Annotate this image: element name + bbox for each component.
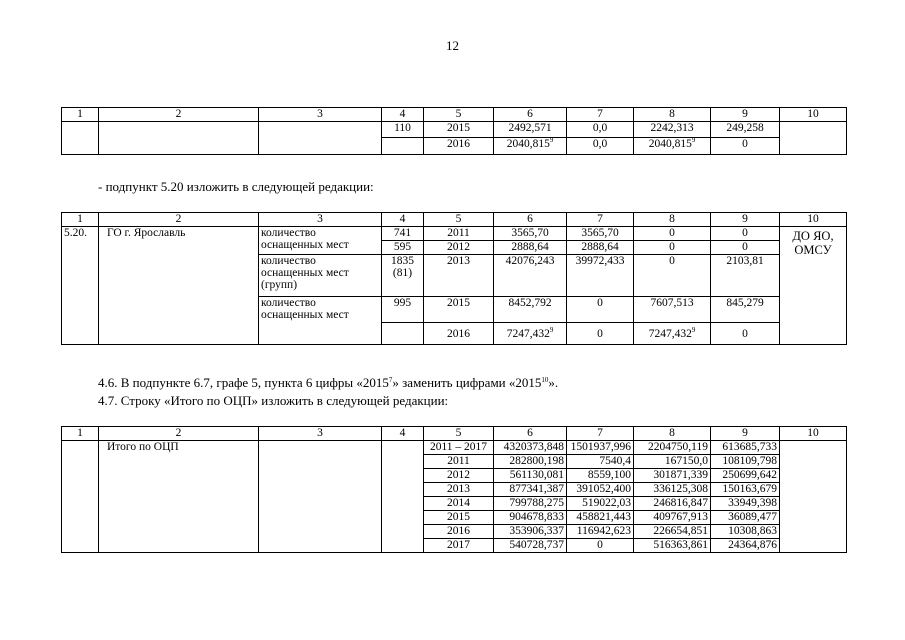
cell: 613685,733 — [711, 441, 780, 455]
col-header: 8 — [634, 427, 711, 441]
col-header: 10 — [780, 213, 847, 227]
cell: 0 — [711, 323, 780, 345]
cell: 540728,737 — [494, 539, 567, 553]
col-header: 1 — [62, 213, 99, 227]
cell: 516363,861 — [634, 539, 711, 553]
cell: 167150,0 — [634, 455, 711, 469]
cell: 2040,815 — [648, 138, 692, 150]
cell: 150163,679 — [711, 483, 780, 497]
col-header: 8 — [634, 108, 711, 122]
cell: 2017 — [424, 539, 494, 553]
cell: 353906,337 — [494, 525, 567, 539]
cell: 409767,913 — [634, 511, 711, 525]
table-row — [62, 122, 847, 138]
cell: 116942,623 — [567, 525, 634, 539]
col-header: 9 — [711, 427, 780, 441]
cell: 799788,275 — [494, 497, 567, 511]
cell: 7540,4 — [567, 455, 634, 469]
cell: 7247,432 — [506, 327, 550, 340]
cell: 595 — [382, 241, 424, 255]
cell: 0 — [634, 255, 711, 297]
cell: 4320373,848 — [494, 441, 567, 455]
cell: 458821,443 — [567, 511, 634, 525]
cell: 391052,400 — [567, 483, 634, 497]
table-row — [62, 227, 847, 241]
col-header: 5 — [424, 108, 494, 122]
item-name: ГО г. Ярославль — [99, 227, 259, 345]
col-header: 9 — [711, 213, 780, 227]
item-number: 5.20. — [62, 227, 99, 345]
cell: 2016 — [424, 525, 494, 539]
cell: 33949,398 — [711, 497, 780, 511]
paragraph-subpoint-5-20: - подпункт 5.20 изложить в следующей редакции: — [98, 179, 374, 194]
cell: 246816,847 — [634, 497, 711, 511]
footnote-mark: 7 — [388, 376, 393, 384]
cell: 8452,792 — [494, 297, 567, 323]
cell: 0,0 — [567, 122, 634, 138]
col-header: 5 — [424, 427, 494, 441]
cell: 249,258 — [711, 122, 780, 138]
cell: количество оснащенных мест — [259, 297, 382, 345]
cell: 3565,70 — [494, 227, 567, 241]
col-header: 7 — [567, 213, 634, 227]
col-header: 8 — [634, 213, 711, 227]
cell: 110 — [382, 122, 424, 138]
cell: 282800,198 — [494, 455, 567, 469]
col-header: 6 — [494, 213, 567, 227]
cell: 0 — [567, 323, 634, 345]
col-header: 6 — [494, 427, 567, 441]
cell: 108109,798 — [711, 455, 780, 469]
col-header: 3 — [259, 108, 382, 122]
col-header: 2 — [99, 213, 259, 227]
cell: 0 — [567, 539, 634, 553]
cell: 2015 — [424, 122, 494, 138]
cell: 7607,513 — [634, 297, 711, 323]
cell: 301871,339 — [634, 469, 711, 483]
col-header: 7 — [567, 427, 634, 441]
cell: 2015 — [424, 511, 494, 525]
col-header: 4 — [382, 213, 424, 227]
cell: 2012 — [424, 241, 494, 255]
col-header: 3 — [259, 213, 382, 227]
cell: 0 — [634, 227, 711, 241]
cell: 845,279 — [711, 297, 780, 323]
cell: 0 — [634, 241, 711, 255]
footnote-mark: 9 — [691, 325, 696, 334]
cell: 2242,313 — [650, 122, 694, 134]
footnote-mark: 10 — [541, 376, 549, 384]
cell: 336125,308 — [634, 483, 711, 497]
cell — [382, 323, 424, 345]
col-header: 6 — [494, 108, 567, 122]
cell: 2103,81 — [711, 255, 780, 297]
cell: 2015 — [424, 297, 494, 323]
page-number: 12 — [446, 38, 459, 53]
cell: 0 — [711, 138, 780, 155]
cell: 10308,863 — [711, 525, 780, 539]
cell: 7247,432 — [648, 327, 692, 340]
cell: 519022,03 — [567, 497, 634, 511]
col-header: 7 — [567, 108, 634, 122]
cell: 2492,571 — [508, 122, 552, 134]
cell: 561130,081 — [494, 469, 567, 483]
cell: 2011 – 2017 — [424, 441, 494, 455]
cell: 8559,100 — [567, 469, 634, 483]
cell: 2011 — [424, 227, 494, 241]
cell: 877341,387 — [494, 483, 567, 497]
cell — [382, 138, 424, 155]
cell: 250699,642 — [711, 469, 780, 483]
cell: количество оснащенных мест — [259, 227, 382, 255]
cell: 2011 — [424, 455, 494, 469]
cell: 2012 — [424, 469, 494, 483]
col-header: 3 — [259, 427, 382, 441]
col-header: 10 — [780, 427, 847, 441]
table-3 — [61, 426, 847, 553]
cell: 36089,477 — [711, 511, 780, 525]
cell: 24364,876 — [711, 539, 780, 553]
cell: 2888,64 — [567, 241, 634, 255]
cell: 995 — [382, 297, 424, 323]
paragraph-4-6 — [98, 375, 558, 391]
cell: 39972,433 — [567, 255, 634, 297]
cell: 1501937,996 — [567, 441, 634, 455]
table-1 — [61, 107, 847, 155]
paragraph-text: 4.6. В подпункте 6.7, графе 5, пункта 6 цифры «2015 — [98, 375, 389, 390]
total-label: Итого по ОЦП — [99, 441, 259, 553]
table-row — [62, 441, 847, 455]
cell: 226654,851 — [634, 525, 711, 539]
paragraph-4-7: 4.7. Строку «Итого по ОЦП» изложить в следующей редакции: — [98, 393, 449, 408]
cell: 3565,70 — [567, 227, 634, 241]
col-header: 1 — [62, 427, 99, 441]
cell: 0 — [711, 227, 780, 241]
col-header: 10 — [780, 108, 847, 122]
col-header: 5 — [424, 213, 494, 227]
col-header: 4 — [382, 108, 424, 122]
cell: 741 — [382, 227, 424, 241]
table-2 — [61, 212, 847, 345]
cell: 0,0 — [567, 138, 634, 155]
cell: 0 — [567, 297, 634, 323]
paragraph-text: » заменить цифрами «2015 — [392, 375, 542, 390]
col-header: 1 — [62, 108, 99, 122]
col-header: 9 — [711, 108, 780, 122]
responsible: ДО ЯО, ОМСУ — [780, 227, 847, 345]
cell: 2013 — [424, 255, 494, 297]
footnote-mark: 9 — [549, 325, 554, 334]
cell: 2040,815 — [506, 138, 550, 150]
col-header: 4 — [382, 427, 424, 441]
cell: 2013 — [424, 483, 494, 497]
footnote-mark: 9 — [691, 137, 696, 144]
paragraph-text: ». — [548, 375, 559, 390]
col-header: 2 — [99, 108, 259, 122]
header-row — [62, 213, 847, 227]
header-row — [62, 427, 847, 441]
cell: 904678,833 — [494, 511, 567, 525]
col-header: 2 — [99, 427, 259, 441]
cell: 0 — [711, 241, 780, 255]
cell: 2204750,119 — [634, 441, 711, 455]
cell: 2014 — [424, 497, 494, 511]
footnote-mark: 9 — [549, 137, 554, 144]
cell: 1835 (81) — [382, 255, 424, 297]
cell: 2016 — [424, 138, 494, 155]
cell: 2888,64 — [494, 241, 567, 255]
cell: 42076,243 — [494, 255, 567, 297]
header-row — [62, 108, 847, 122]
cell: 2016 — [424, 323, 494, 345]
cell: количество оснащенных мест (групп) — [259, 255, 382, 297]
